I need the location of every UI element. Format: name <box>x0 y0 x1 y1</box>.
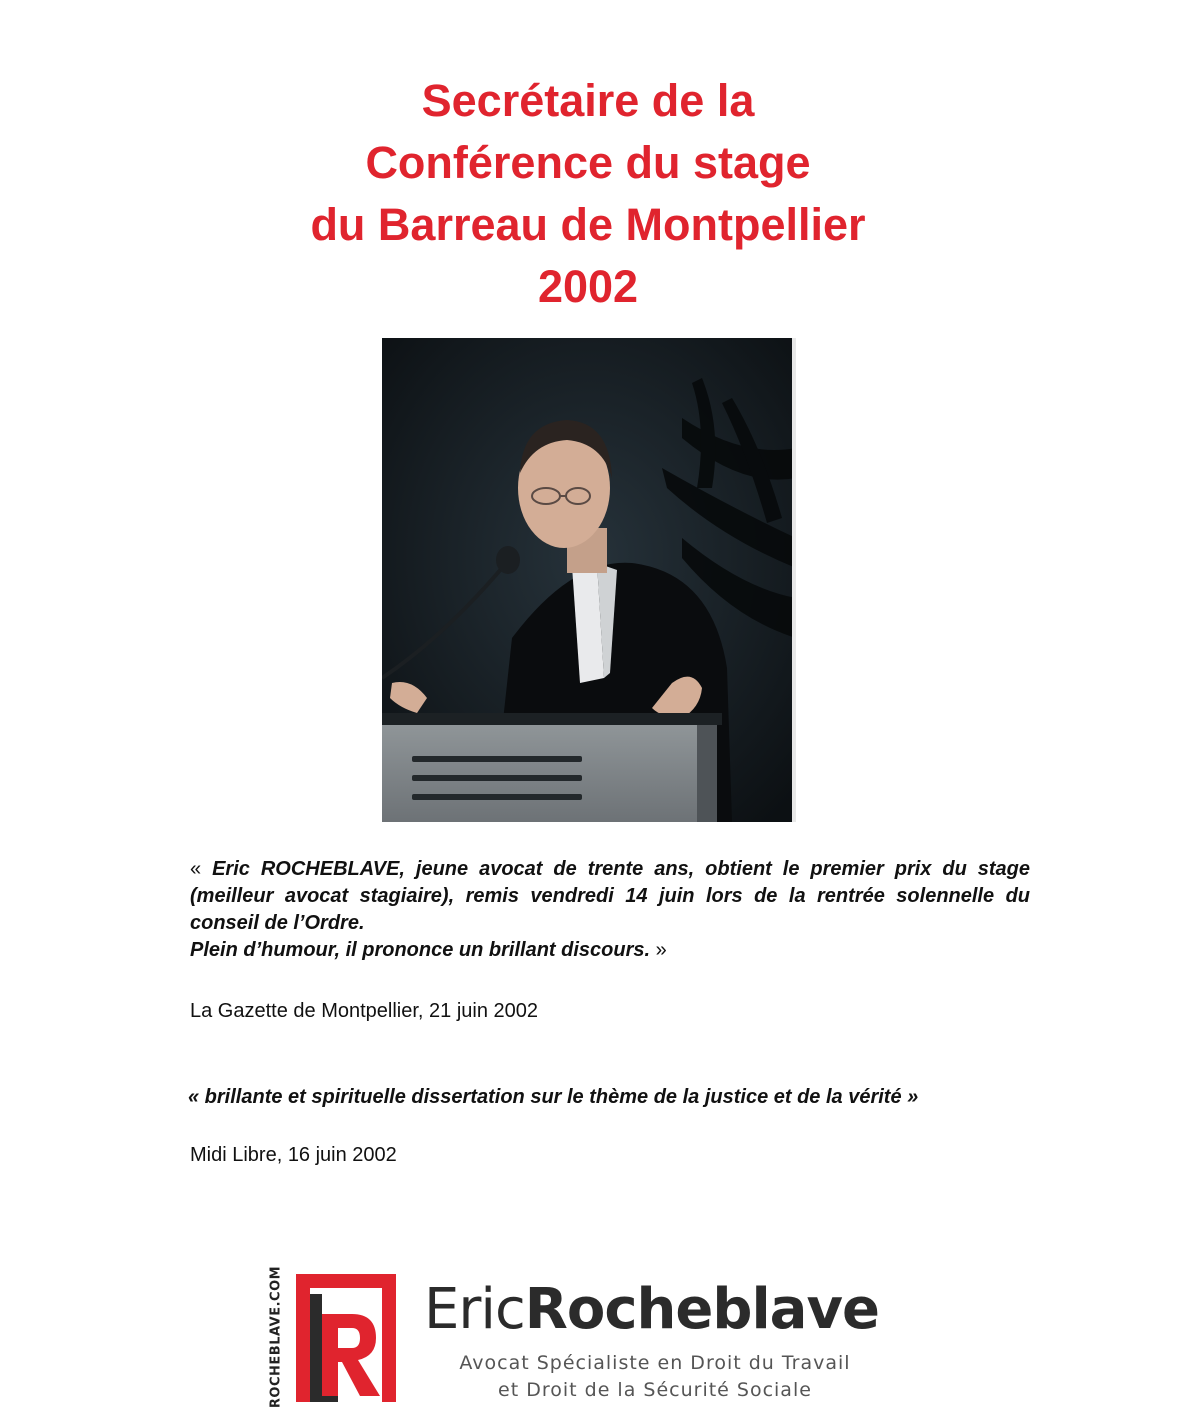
logo-tagline <box>424 1350 886 1404</box>
title-line-2: Conférence du stage <box>365 137 811 188</box>
logo-first-name: Eric <box>424 1277 525 1342</box>
logo-name <box>424 1278 879 1342</box>
quote-gazette <box>190 856 1030 964</box>
quote-midi-libre: « brillante et spirituelle dissertation sur le thème de la justice et de la vérité » <box>188 1086 919 1108</box>
quote-midi-libre-source: Midi Libre, 16 juin 2002 <box>190 1144 397 1166</box>
title-line-1: Secrétaire de la <box>421 75 755 126</box>
logo-r-icon <box>296 1274 396 1402</box>
quote-close-mark: » <box>655 939 667 961</box>
page-title <box>0 70 1176 318</box>
logo-tagline-2: et Droit de la Sécurité Sociale <box>498 1379 812 1401</box>
logo-tagline-1: Avocat Spécialiste en Droit du Travail <box>459 1352 851 1374</box>
quotes-section <box>188 856 1031 1166</box>
title-line-4: 2002 <box>537 261 639 312</box>
quote-open-mark: « <box>190 858 202 880</box>
speaker-at-podium-photo <box>382 338 796 822</box>
quote-gazette-text-2: Plein d’humour, il prononce un brillant discours. <box>190 939 651 961</box>
quote-gazette-line-last <box>190 937 1030 964</box>
logo-site-url: ROCHEBLAVE.COM <box>268 1265 284 1409</box>
brand-logo <box>266 1265 906 1409</box>
quote-gazette-text: Eric ROCHEBLAVE, jeune avocat de trente ans, obtient le premier prix du stage (meilleur avocat stagiaire), remis vendredi 14 juin lors de la rentrée solennelle du conseil de l’Ordre. <box>190 858 1031 934</box>
title-line-3: du Barreau de Montpellier <box>310 199 866 250</box>
logo-last-name: Rocheblave <box>524 1277 879 1342</box>
quote-gazette-source: La Gazette de Montpellier, 21 juin 2002 <box>190 1000 539 1022</box>
speaker-photo <box>382 338 796 822</box>
